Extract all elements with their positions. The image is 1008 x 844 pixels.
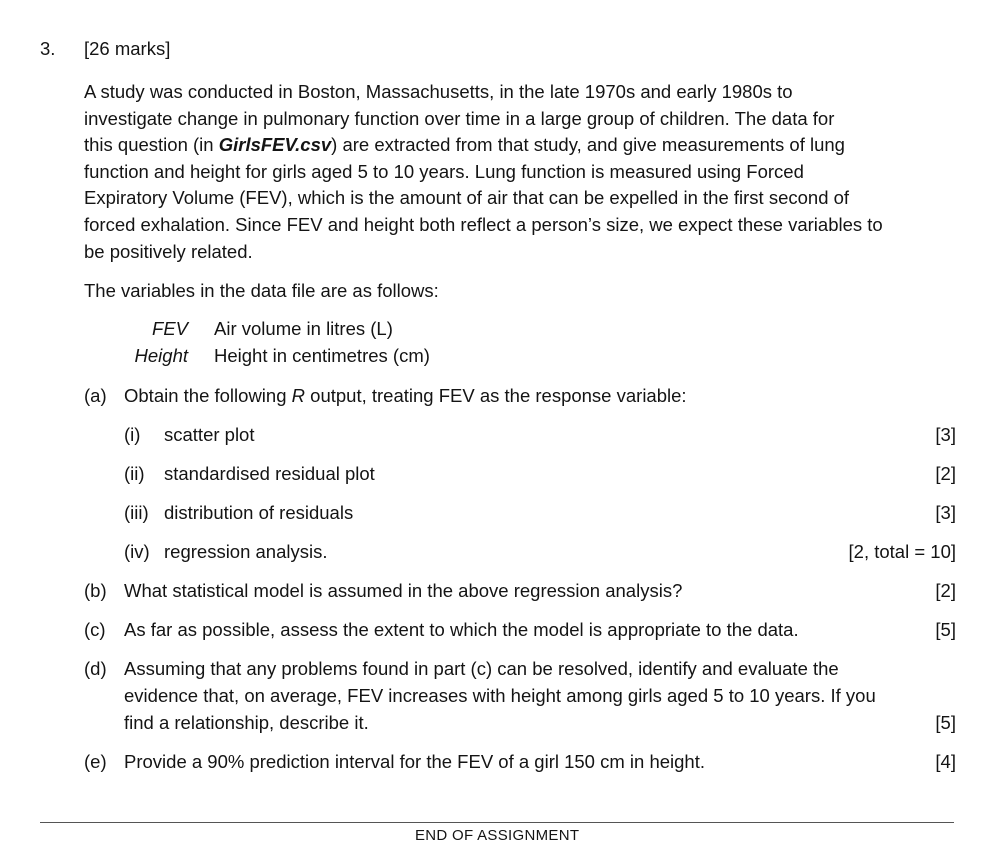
part-a-label: (a) bbox=[84, 385, 107, 406]
variable-description: Height in centimetres (cm) bbox=[214, 345, 430, 366]
data-file-name: GirlsFEV.csv bbox=[218, 134, 332, 156]
part-d-line: evidence that, on average, FEV increases with height among girls aged 5 to 10 years. If you bbox=[124, 685, 876, 706]
part-c-marks: [5] bbox=[935, 619, 956, 640]
intro-line: be positively related. bbox=[84, 240, 253, 262]
part-c-text: As far as possible, assess the extent to which the model is appropriate to the data. bbox=[124, 619, 799, 640]
part-e-marks: [4] bbox=[935, 751, 956, 772]
intro-line: forced exhalation. Since FEV and height both reflect a person’s size, we expect these variables to bbox=[84, 213, 883, 235]
subpart-label: (i) bbox=[124, 424, 141, 445]
part-e-label: (e) bbox=[84, 751, 107, 772]
variable-description: Air volume in litres (L) bbox=[214, 318, 393, 339]
intro-line: A study was conducted in Boston, Massachusetts, in the late 1970s and early 1980s to bbox=[84, 81, 793, 102]
subpart-text: distribution of residuals bbox=[164, 502, 354, 523]
variable-name: FEV bbox=[152, 318, 188, 339]
subpart-marks: [3] bbox=[935, 424, 956, 445]
part-a-text: Obtain the following R output, treating FEV as the response variable: bbox=[124, 385, 687, 406]
intro-line: Expiratory Volume (FEV), which is the amount of air that can be expelled in the first second of bbox=[84, 187, 850, 209]
part-d-label: (d) bbox=[84, 658, 107, 679]
subpart-label: (iv) bbox=[124, 541, 150, 562]
part-c-label: (c) bbox=[84, 619, 106, 640]
subpart-label: (ii) bbox=[124, 463, 145, 484]
subpart-marks: [3] bbox=[935, 502, 956, 523]
part-b-marks: [2] bbox=[935, 580, 956, 601]
part-d-marks: [5] bbox=[935, 712, 956, 733]
subpart-text: scatter plot bbox=[164, 424, 255, 445]
subpart-text: standardised residual plot bbox=[164, 463, 375, 484]
subpart-marks: [2, total = 10] bbox=[848, 541, 956, 562]
part-b-label: (b) bbox=[84, 580, 107, 601]
intro-line: function and height for girls aged 5 to 10 years. Lung function is measured using Forced bbox=[84, 160, 804, 182]
subpart-text: regression analysis. bbox=[164, 541, 328, 562]
intro-paragraph bbox=[84, 79, 964, 265]
question-number: 3. bbox=[40, 38, 56, 59]
question-total-marks: [26 marks] bbox=[84, 38, 171, 59]
footer-divider bbox=[40, 822, 954, 823]
variables-intro: The variables in the data file are as follows: bbox=[84, 280, 439, 301]
variable-name: Height bbox=[134, 345, 188, 366]
part-b-text: What statistical model is assumed in the above regression analysis? bbox=[124, 580, 683, 601]
subpart-label: (iii) bbox=[124, 502, 149, 523]
subpart-marks: [2] bbox=[935, 463, 956, 484]
intro-line: investigate change in pulmonary function over time in a large group of children. The data for bbox=[84, 107, 835, 129]
intro-line: this question (in GirlsFEV.csv) are extracted from that study, and give measurements of lung bbox=[84, 134, 845, 156]
part-d-line: Assuming that any problems found in part (c) can be resolved, identify and evaluate the bbox=[124, 658, 839, 679]
footer-text: END OF ASSIGNMENT bbox=[415, 827, 580, 844]
part-d-line: find a relationship, describe it. bbox=[124, 712, 369, 733]
part-e-text: Provide a 90% prediction interval for the FEV of a girl 150 cm in height. bbox=[124, 751, 705, 772]
